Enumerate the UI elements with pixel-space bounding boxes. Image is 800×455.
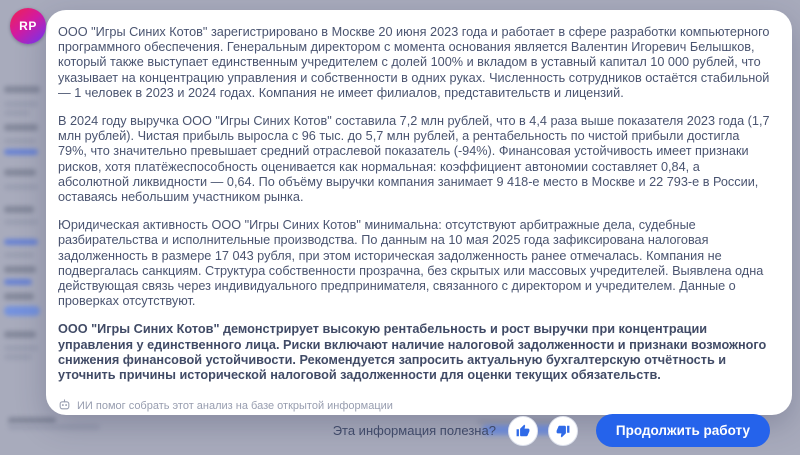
analysis-paragraph-financials: В 2024 году выручка ООО "Игры Синих Котов" составила 7,2 млн рублей, что в 4,4 раза выше показателя 2023 года (1,7 млн рублей). Чистая прибыль выросла с 96 тыс. до 5,7 млн рублей, а рентабельность по чистой прибыли достигла 79%, что значительно превышает средний отраслевой показатель (-94%). Финансовая устойчивость имеет признаки рисков, хотя платёжеспособность оценивается как нормальная: коэффициент автономии составляет 0,84, а абсолютной ликвидности — 0,64. По объёму выручки компания занимает 9 418-е место в Москве и 22 793-е в России, оставаясь небольшим участником рынка. [58,114,770,205]
avatar [10,8,46,44]
dimmed-link-bar [4,279,32,285]
dimmed-label-bar [4,331,36,338]
ai-disclaimer [58,398,770,414]
analysis-paragraph-conclusion: ООО "Игры Синих Котов" демонстрирует высокую рентабельность и рост выручки при концентрации управления у единственного лица. Риски включают наличие налоговой задолженности и признаки возможного снижения финансовой устойчивости. Рекомендуется запросить актуальную бухгалтерскую отчётность и уточнить причины исторической налоговой задолженности для оценки текущих обязательств. [58,322,767,383]
dimmed-text-bar [4,184,38,190]
thumbs-up-button[interactable] [508,416,538,446]
dimmed-link-bar [4,239,38,245]
dimmed-label-bar [4,293,34,300]
dimmed-text-bar [8,417,56,424]
dimmed-text-bar [4,252,34,258]
feedback-question: Эта информация полезна? [332,423,496,439]
thumbs-down-button[interactable] [548,416,578,446]
dimmed-label-bar [4,266,36,273]
thumbs-down-icon [556,424,570,438]
continue-work-button[interactable]: Продолжить работу [596,414,770,447]
analysis-paragraph-legal: Юридическая активность ООО "Игры Синих Котов" минимальна: отсутствуют арбитражные дела, судебные разбирательства и исполнительные производства. По данным на 10 мая 2025 года зафиксирована налоговая задолженность в размере 17 043 рубля, при этом историческая задолженность ранее отмечалась. Компания не подвергалась санкциям. Структура собственности прозрачна, без скрытых или массовых учредителей. Выявлена одна действующая связь через индивидуального предпринимателя, связанного с директором и учредителем. Данные о проверках отсутствуют. [58,218,764,309]
avatar-initials: RP [19,19,37,33]
dimmed-badge [4,306,40,316]
dimmed-text-bar [4,345,38,351]
dimmed-text-bar [4,110,30,116]
dimmed-text-bar [4,138,36,144]
dimmed-text-bar [4,101,38,107]
dimmed-label-bar [4,169,36,176]
analysis-card [46,10,792,439]
ai-robot-icon [58,398,71,414]
dimmed-text-bar [4,354,32,360]
card-footer [58,414,770,455]
ai-disclaimer-text: ИИ помог собрать этот анализ на базе открытой информации [77,400,393,413]
dimmed-label-bar [4,124,38,131]
thumbs-up-icon [516,424,530,438]
analysis-paragraph-overview: ООО "Игры Синих Котов" зарегистрировано в Москве 20 июня 2023 года и работает в сфере разработки компьютерного программного обеспечения. Генеральным директором с момента основания является Валентин Игоревич Белышков, который также выступает единственным учредителем с долей 100% и вкладом в уставный капитал 10 000 рублей, что указывает на концентрацию управления и собственности в одних руках. Численность сотрудников остаётся стабильной — 1 человек в 2023 и 2024 годах. Компания не имеет филиалов, представительств и лицензий. [58,25,770,100]
dimmed-label-bar [4,86,40,93]
dimmed-text-bar [4,219,38,225]
company-analysis-text [58,25,770,396]
dimmed-link-bar [4,149,38,155]
dimmed-label-bar [4,206,34,213]
